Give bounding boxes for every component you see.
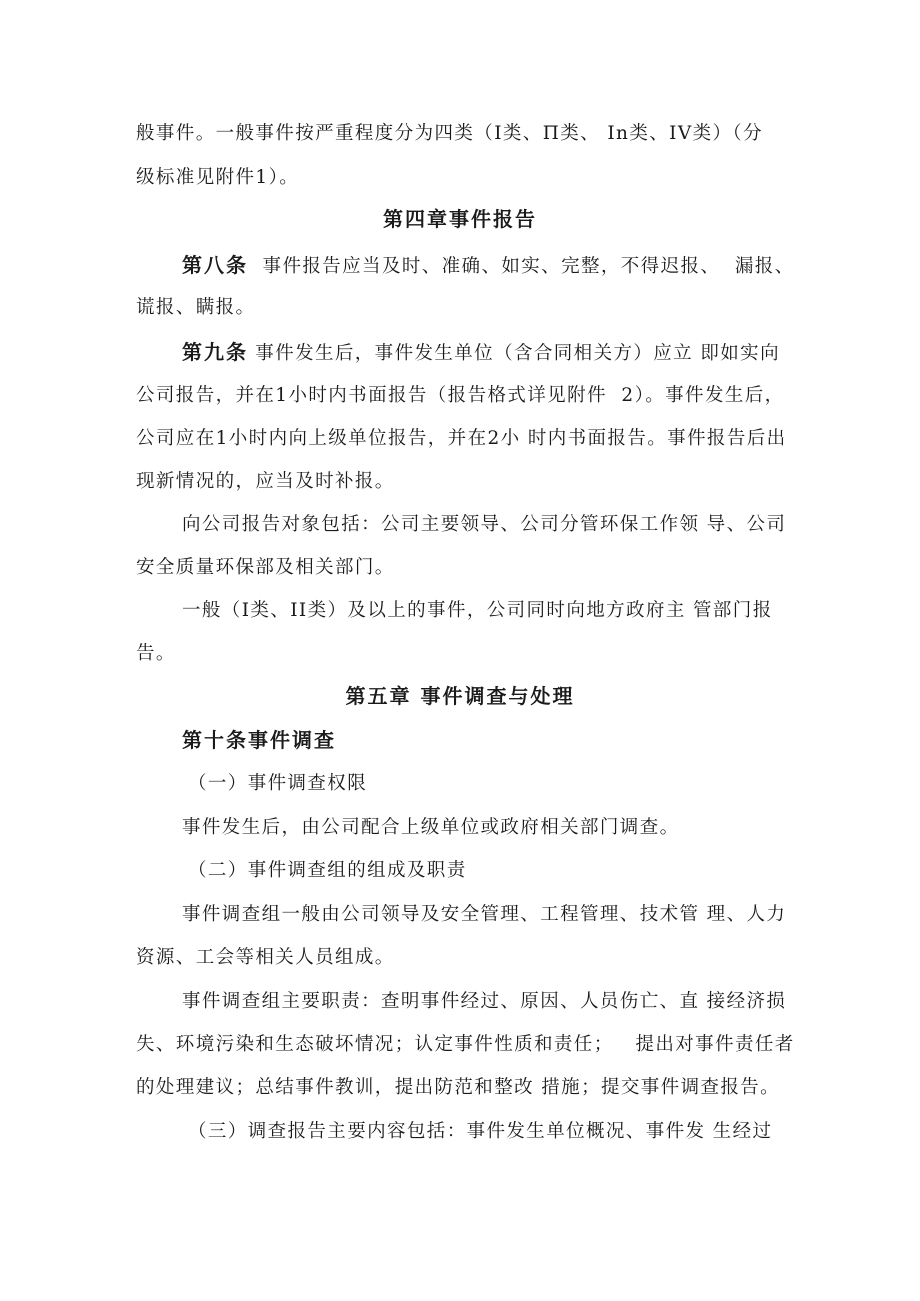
section-title [188,856,920,886]
paragraph-line [136,293,920,323]
paragraph-line [182,813,920,843]
text-line: 事件报告应当及时、准确、如实、完整，不得迟报、 漏报、 [248,256,795,277]
text-line: 的处理建议；总结事件教训，提出防范和整改 措施；提交事件调查报告。 [136,1077,781,1098]
paragraph-line [136,163,920,193]
text-line: 谎报、瞒报。 [136,297,256,318]
text-line: 般事件。一般事件按严重程度分为四类（I类、П类、 In类、IV类）（分 [136,123,763,144]
chapter-heading [0,681,920,711]
paragraph-line [136,119,920,149]
section-1-title: （一）事件调查权限 [188,773,368,794]
article-9 [182,337,920,369]
text-line: 向公司报告对象包括：公司主要领导、公司分管环保工作领 导、公司 [182,514,787,535]
chapter-heading [0,204,920,234]
article-10-heading [182,725,920,755]
text-line: 事件调查组一般由公司领导及安全管理、工程管理、技术管 理、人力 [182,904,787,925]
paragraph-line [136,1030,920,1060]
text-line: （三）调查报告主要内容包括：事件发生单位概况、事件发 生经过 [188,1121,773,1142]
chapter-5-title: 第五章 事件调查与处理 [345,684,575,708]
section-title [188,769,920,799]
text-line: 事件发生后，事件发生单位（含合同相关方）应立 即如实向 [248,343,780,364]
paragraph-line [182,900,920,930]
paragraph-line [136,467,920,497]
article-label: 第九条 [182,340,248,364]
paragraph-line [136,553,920,583]
text-line: 公司应在1小时内向上级单位报告，并在2小 时内书面报告。事件报告后出 [136,428,787,449]
paragraph-line [182,596,920,626]
section-3-line [188,1117,920,1147]
text-line: 事件发生后，由公司配合上级单位或政府相关部门调查。 [182,817,680,838]
text-line: 一般（I类、II类）及以上的事件，公司同时向地方政府主 管部门报 [182,600,773,621]
paragraph-line [136,381,920,411]
paragraph-line [136,943,920,973]
text-line: 现新情况的，应当及时补报。 [136,471,395,492]
section-2-title: （二）事件调查组的组成及职责 [188,860,467,881]
article-8 [182,250,920,282]
chapter-4-title: 第四章事件报告 [383,207,537,231]
paragraph-line [182,510,920,540]
article-label: 第八条 [182,253,248,277]
text-line: 失、环境污染和生态破坏情况；认定事件性质和责任； 提出对事件责任者 [136,1034,795,1055]
text-line: 事件调查组主要职责：查明事件经过、原因、人员伤亡、直 接经济损 [182,991,787,1012]
text-line: 公司报告，并在1小时内书面报告（报告格式详见附件 2）。事件发生后， [136,385,785,406]
paragraph-line [136,424,920,454]
paragraph-line [136,1073,920,1103]
paragraph-line [182,987,920,1017]
text-line: 级标准见附件1）。 [136,167,300,188]
text-line: 告。 [136,643,176,664]
paragraph-line [136,639,920,669]
article-10-title: 第十条事件调查 [182,728,336,752]
text-line: 安全质量环保部及相关部门。 [136,557,395,578]
text-line: 资源、工会等相关人员组成。 [136,947,395,968]
